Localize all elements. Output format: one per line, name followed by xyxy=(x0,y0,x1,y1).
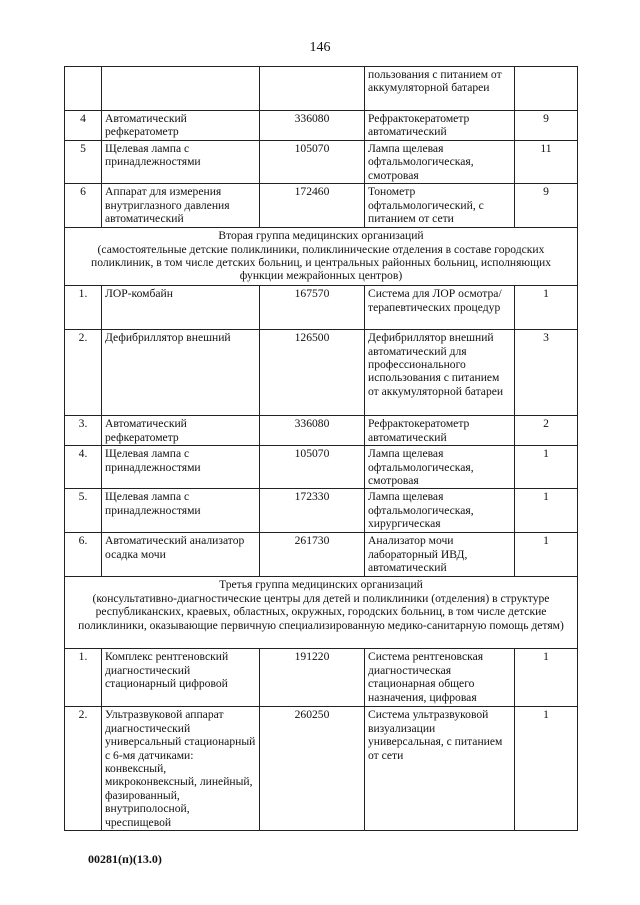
cell-num: 4 xyxy=(65,111,102,141)
cell-qty: 1 xyxy=(515,533,578,577)
group-3-title: Третья группа медицинских организаций xyxy=(219,578,423,592)
cell-name: Щелевая лампа с принадлежностями xyxy=(102,446,260,489)
group-header-row xyxy=(65,577,578,649)
cell-code: 126500 xyxy=(260,330,365,416)
cell-num xyxy=(65,67,102,111)
cell-name: Аппарат для измерения внутриглазного давления автоматический xyxy=(102,184,260,228)
cell-code: 172330 xyxy=(260,489,365,533)
cell-code: 172460 xyxy=(260,184,365,228)
cell-num: 2. xyxy=(65,707,102,831)
cell-desc: Анализатор мочи лабораторный ИВД, автоматический xyxy=(365,533,515,577)
cell-qty: 1 xyxy=(515,446,578,489)
cell-num: 3. xyxy=(65,416,102,446)
cell-desc: Система для ЛОР осмотра/терапевтических процедур xyxy=(365,286,515,330)
cell-num: 1. xyxy=(65,649,102,707)
cell-name: ЛОР-комбайн xyxy=(102,286,260,330)
cell-qty: 1 xyxy=(515,707,578,831)
cell-desc: Система ультразвуковой визуализации универсальная, с питанием от сети xyxy=(365,707,515,831)
cell-name: Ультразвуковой аппарат диагностический универсальный стационарный с 6-мя датчиками: конвексный, микроконвексный, линейный, фазированный, внутриполосной, чреспищевой xyxy=(102,707,260,831)
cell-num: 5. xyxy=(65,489,102,533)
cell-desc: Дефибриллятор внешний автоматический для профессионального использования с питанием от аккумуляторной батареи xyxy=(365,330,515,416)
cell-num: 6 xyxy=(65,184,102,228)
table-row xyxy=(65,111,578,141)
cell-desc: Лампа щелевая офтальмологическая, смотровая xyxy=(365,141,515,184)
cell-qty: 11 xyxy=(515,141,578,184)
cell-qty: 1 xyxy=(515,286,578,330)
cell-code xyxy=(260,67,365,111)
group-2-title: Вторая группа медицинских организаций xyxy=(218,229,424,243)
equipment-table xyxy=(64,66,578,831)
document-code: 00281(п)(13.0) xyxy=(88,852,162,866)
cell-name: Автоматический рефкератометр xyxy=(102,416,260,446)
group-header-row xyxy=(65,228,578,286)
cell-qty: 2 xyxy=(515,416,578,446)
table-row xyxy=(65,707,578,831)
cell-qty: 9 xyxy=(515,184,578,228)
cell-code: 167570 xyxy=(260,286,365,330)
table-row-continuation xyxy=(65,67,578,111)
cell-num: 6. xyxy=(65,533,102,577)
cell-desc: пользования с питанием от аккумуляторной батареи xyxy=(365,67,515,111)
cell-qty: 9 xyxy=(515,111,578,141)
cell-code: 105070 xyxy=(260,446,365,489)
cell-name: Дефибриллятор внешний xyxy=(102,330,260,416)
cell-name: Автоматический рефкератометр xyxy=(102,111,260,141)
page-number: 146 xyxy=(309,40,331,55)
table-row xyxy=(65,416,578,446)
cell-qty xyxy=(515,67,578,111)
cell-desc: Система рентгеновская диагностическая стационарная общего назначения, цифровая xyxy=(365,649,515,707)
table-row xyxy=(65,330,578,416)
group-3-subtitle: (консультативно-диагностические центры для детей и поликлиники (отделения) в структуре республиканских, краевых, областных, окружных, городских больниц, в том числе детские поликлиники, оказывающие первичную специализированную медико-санитарную помощь детям) xyxy=(78,591,564,632)
cell-code: 105070 xyxy=(260,141,365,184)
cell-qty: 3 xyxy=(515,330,578,416)
table-row xyxy=(65,489,578,533)
cell-num: 4. xyxy=(65,446,102,489)
table-row xyxy=(65,141,578,184)
cell-desc: Лампа щелевая офтальмологическая, смотровая xyxy=(365,446,515,489)
cell-num: 2. xyxy=(65,330,102,416)
cell-code: 336080 xyxy=(260,111,365,141)
cell-desc: Тонометр офтальмологический, с питанием от сети xyxy=(365,184,515,228)
cell-qty: 1 xyxy=(515,649,578,707)
table-row xyxy=(65,286,578,330)
table-row xyxy=(65,533,578,577)
cell-code: 260250 xyxy=(260,707,365,831)
cell-code: 336080 xyxy=(260,416,365,446)
cell-name xyxy=(102,67,260,111)
cell-name: Комплекс рентгеновский диагностический стационарный цифровой xyxy=(102,649,260,707)
cell-desc: Рефрактокератометр автоматический xyxy=(365,111,515,141)
cell-num: 5 xyxy=(65,141,102,184)
cell-qty: 1 xyxy=(515,489,578,533)
group-2-subtitle: (самостоятельные детские поликлиники, поликлинические отделения в составе городских поликлиник, в том числе детских больниц, и центральных районных больниц, исполняющих функции межрайонных центров) xyxy=(90,242,551,283)
cell-code: 261730 xyxy=(260,533,365,577)
cell-desc: Лампа щелевая офтальмологическая, хирургическая xyxy=(365,489,515,533)
cell-desc: Рефрактокератометр автоматический xyxy=(365,416,515,446)
table-row xyxy=(65,649,578,707)
group-2-header xyxy=(65,228,578,286)
cell-name: Щелевая лампа с принадлежностями xyxy=(102,141,260,184)
cell-name: Автоматический анализатор осадка мочи xyxy=(102,533,260,577)
group-3-header xyxy=(65,577,578,649)
cell-num: 1. xyxy=(65,286,102,330)
table-row xyxy=(65,184,578,228)
cell-name: Щелевая лампа с принадлежностями xyxy=(102,489,260,533)
table-row xyxy=(65,446,578,489)
cell-code: 191220 xyxy=(260,649,365,707)
